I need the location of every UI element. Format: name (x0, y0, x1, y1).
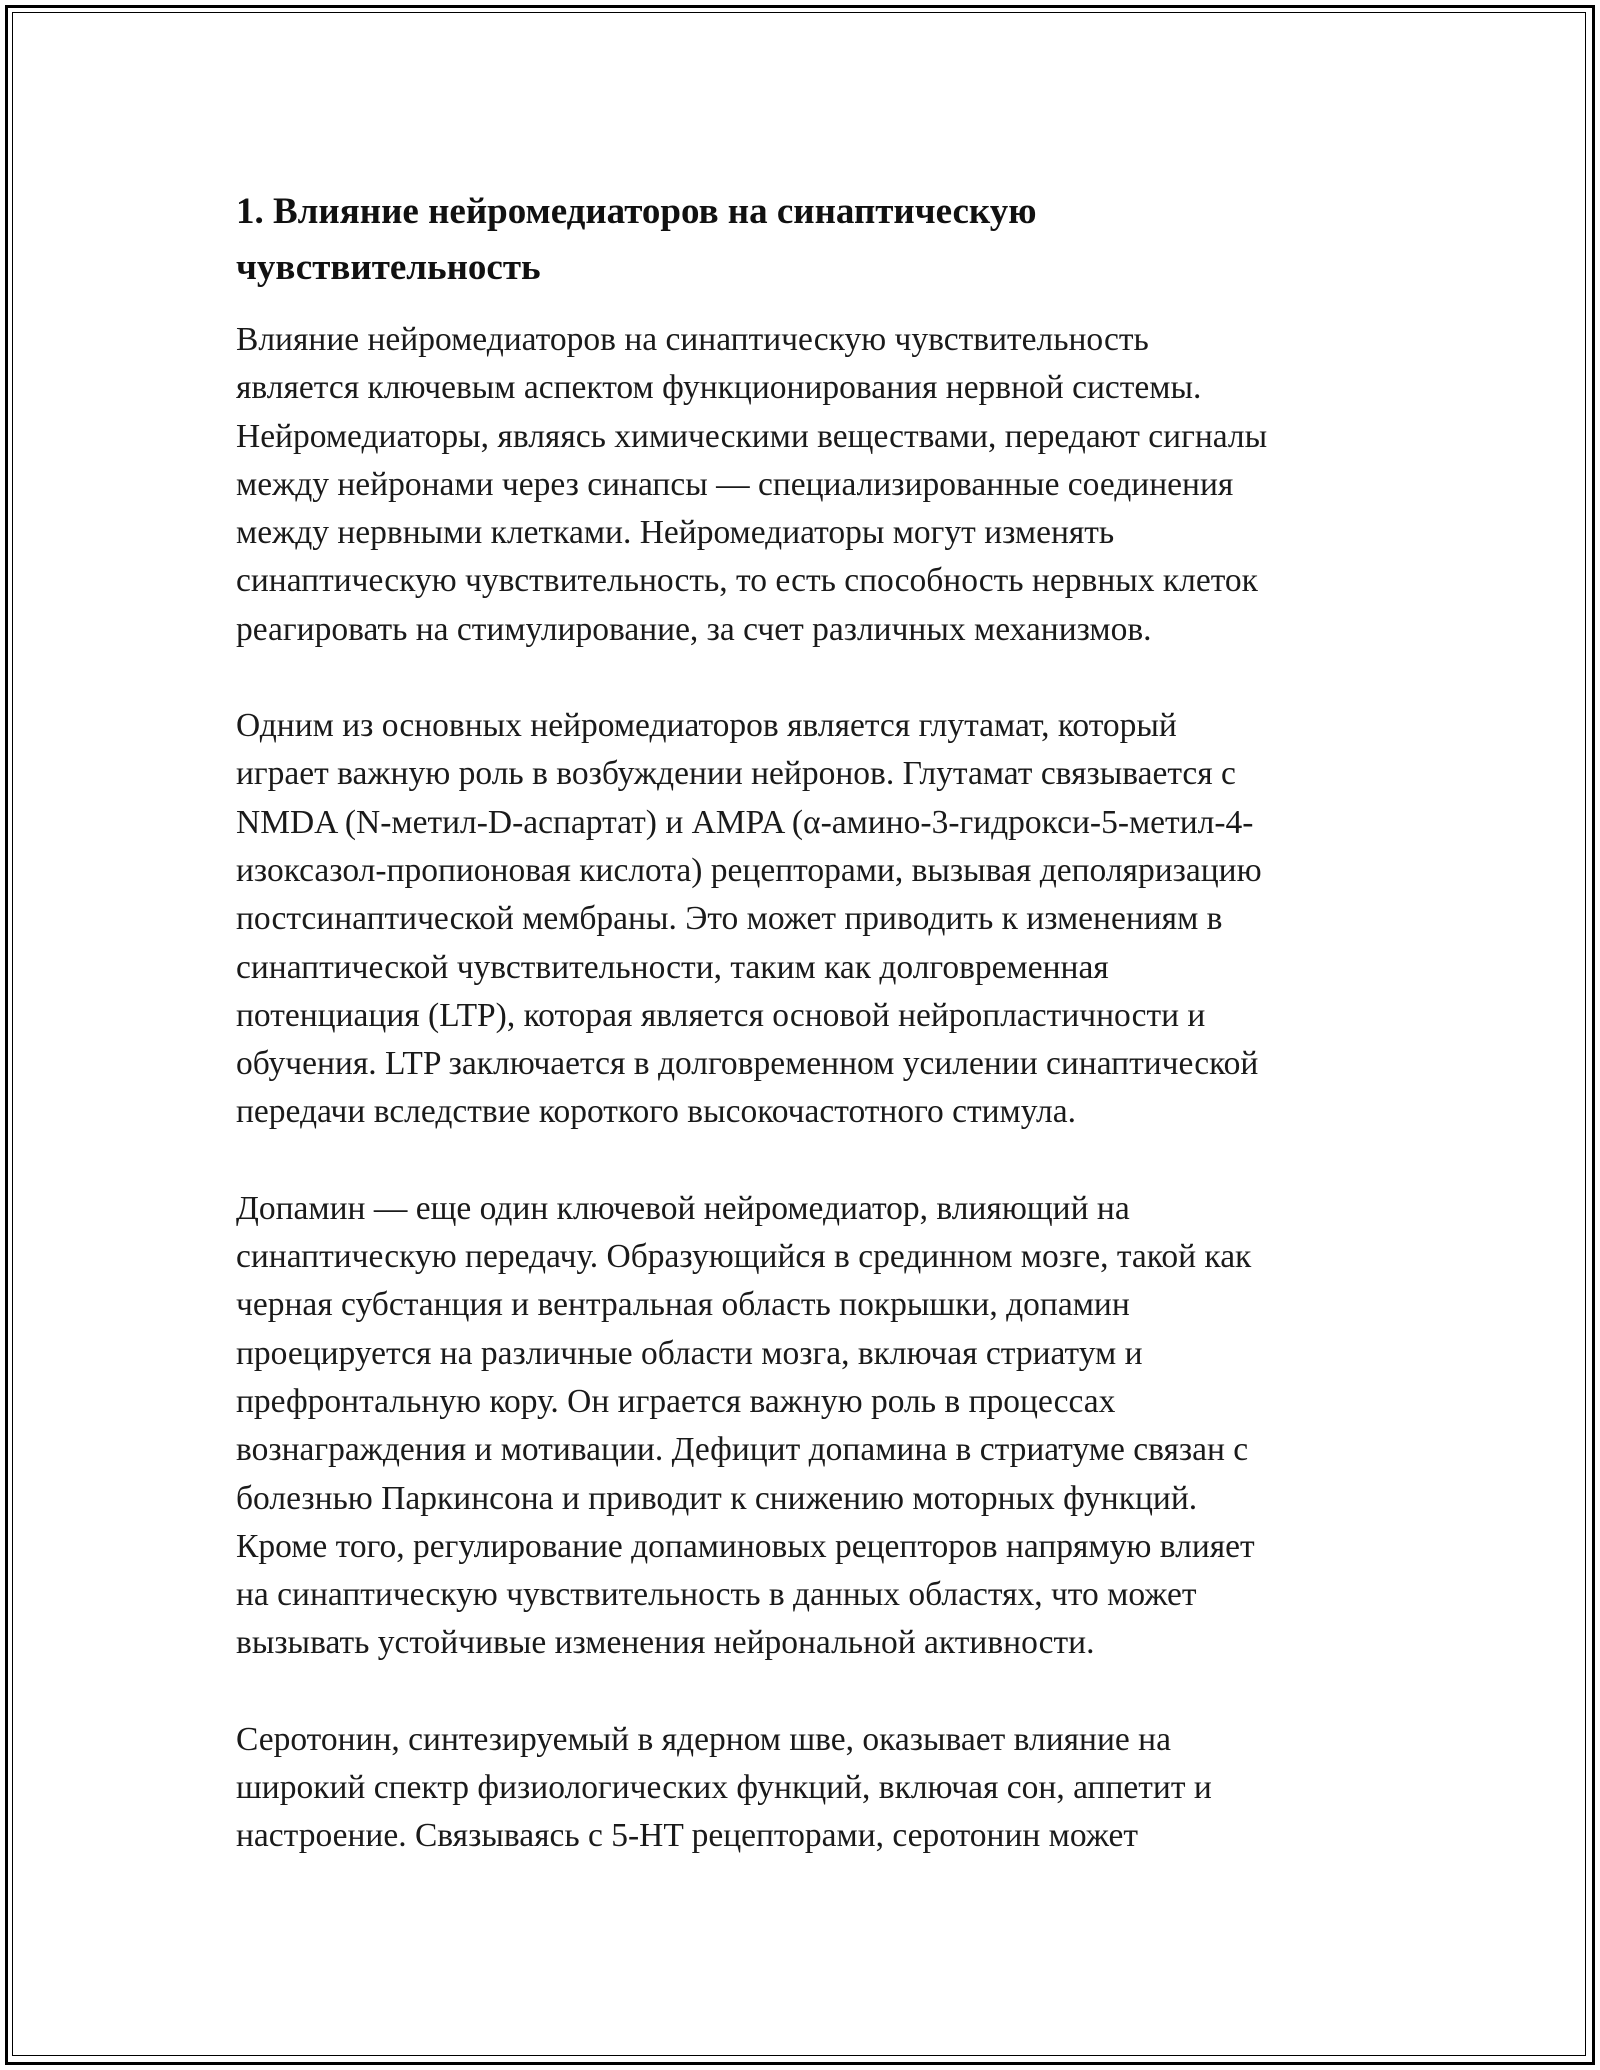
text-line: реагировать на стимулирование, за счет различных механизмов. (236, 610, 1152, 648)
text-line: между нейронами через синапсы — специализированные соединения (236, 465, 1234, 503)
text-line: широкий спектр физиологических функций, включая сон, аппетит и (236, 1769, 1212, 1807)
text-line: на синаптическую чувствительность в данных областях, что может (236, 1576, 1197, 1614)
text-line: черная субстанция и вентральная область покрышки, допамин (236, 1286, 1130, 1324)
text-line: Одним из основных нейромедиаторов является глутамат, который (236, 707, 1177, 745)
text-line: передачи вследствие короткого высокочастотного стимула. (236, 1093, 1076, 1131)
text-line: Кроме того, регулирование допаминовых рецепторов напрямую влияет (236, 1527, 1255, 1565)
text-line: постсинаптической мембраны. Это может приводить к изменениям в (236, 900, 1223, 938)
document-body (236, 184, 1386, 1909)
text-line: синаптическую передачу. Образующийся в срединном мозге, такой как (236, 1238, 1252, 1276)
text-line: изоксазол-пропионовая кислота) рецепторами, вызывая деполяризацию (236, 851, 1262, 889)
text-line: обучения. LTP заключается в долговременном усилении синаптической (236, 1045, 1259, 1083)
heading-line: 1. Влияние нейромедиаторов на синаптическую (236, 191, 1037, 232)
text-line: NMDA (N-метил-D-аспартат) и AMPA (α-амино-3-гидрокси-5-метил-4- (236, 803, 1254, 841)
text-line: Влияние нейромедиаторов на синаптическую чувствительность (236, 321, 1149, 358)
text-line: вызывать устойчивые изменения нейрональной активности. (236, 1624, 1095, 1662)
text-line: синаптической чувствительности, таким как долговременная (236, 948, 1109, 986)
text-line: потенциация (LTP), которая является основой нейропластичности и (236, 996, 1206, 1034)
paragraph-glutamate (236, 702, 1386, 1137)
paragraph-intro (236, 316, 1386, 654)
heading-line: чувствительность (236, 247, 541, 288)
text-line: Серотонин, синтезируемый в ядерном шве, оказывает влияние на (236, 1720, 1171, 1758)
text-line: синаптическую чувствительность, то есть способность нервных клеток (236, 562, 1258, 600)
text-line: вознаграждения и мотивации. Дефицит допамина в стриатуме связан с (236, 1431, 1249, 1469)
text-line: между нервными клетками. Нейромедиаторы могут изменять (236, 514, 1115, 552)
text-line: болезнью Паркинсона и приводит к снижению моторных функций. (236, 1479, 1198, 1517)
text-line: играет важную роль в возбуждении нейронов. Глутамат связывается с (236, 755, 1236, 793)
paragraph-serotonin (236, 1716, 1386, 1861)
section-heading (236, 184, 1386, 296)
text-line: Нейромедиаторы, являясь химическими веществами, передают сигналы (236, 417, 1268, 455)
paragraph-dopamine (236, 1185, 1386, 1668)
text-line: является ключевым аспектом функционирования нервной системы. (236, 369, 1202, 407)
text-line: проецируется на различные области мозга, включая стриатум и (236, 1334, 1143, 1372)
text-line: префронтальную кору. Он играется важную роль в процессах (236, 1382, 1116, 1420)
text-line: настроение. Связываясь с 5-HT рецепторами, серотонин может (236, 1817, 1139, 1855)
text-line: Допамин — еще один ключевой нейромедиатор, влияющий на (236, 1189, 1130, 1227)
